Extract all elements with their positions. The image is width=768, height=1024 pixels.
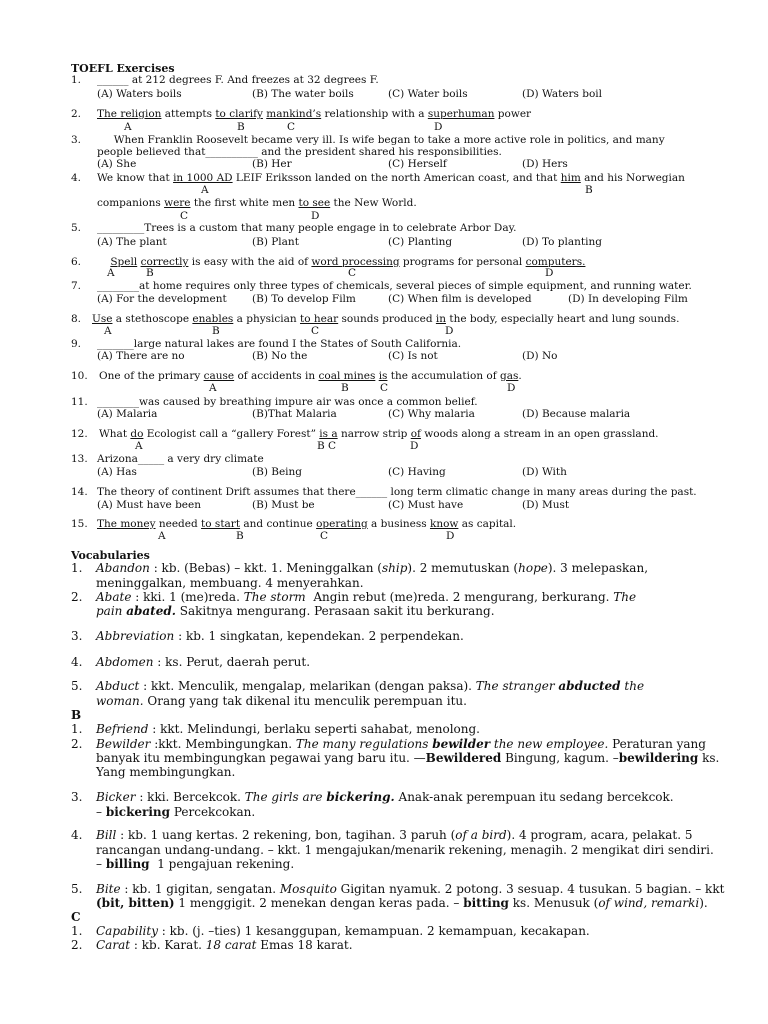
text-segment: Ecologist call a “gallery Forest” (143, 428, 320, 440)
answer-letter: A (124, 121, 132, 133)
text-segment: the (624, 679, 645, 693)
question-text (97, 222, 516, 235)
question-text (97, 108, 531, 121)
vocab-number: 4. (71, 655, 83, 669)
text-segment: to clarify (215, 108, 263, 120)
text-segment: Arizona_____ a very dry climate (97, 453, 264, 465)
answer-option: (D) With (522, 466, 567, 478)
answer-option: (D) Hers (522, 158, 568, 170)
text-segment: bewilder (432, 737, 491, 751)
text-segment: : kkt. Melindungi, berlaku seperti sahabat, menolong. (148, 722, 480, 736)
text-segment: to start (201, 518, 241, 530)
answer-option: (A) Malaria (97, 408, 158, 420)
text-segment: Abate (96, 590, 132, 604)
text-segment: Orang yang tak dikenal itu menculik perempuan itu. (143, 694, 467, 708)
answer-option: (B) Must be (252, 499, 315, 511)
vocab-number: 2. (71, 590, 83, 604)
answer-letter: A (201, 184, 209, 196)
answer-option: (B) Her (252, 158, 292, 170)
text-segment: : kb. (j. –ties) 1 kesanggupan, kemampuan. 2 kemampuan, kecakapan. (157, 924, 590, 938)
text-segment: word processing (311, 256, 400, 268)
text-segment: (bit, bitten) (96, 896, 175, 910)
text-segment: ). (699, 896, 708, 910)
text-segment: Angin rebut (me)reda. 2 mengurang, berkurang. (305, 590, 614, 604)
text-segment: Befriend (96, 722, 149, 736)
text-segment: The money (97, 518, 156, 530)
text-segment: ________at home requires only three types of chemicals, several pieces of simple equipment, and running water. (97, 280, 692, 292)
text-segment: the first white men (190, 197, 299, 209)
text-segment: as capital. (458, 518, 517, 530)
question-number: 7. (71, 280, 82, 292)
text-segment: is a (319, 428, 338, 440)
vocab-text (96, 576, 364, 591)
vocab-number: 3. (71, 629, 83, 643)
answer-option: (D) Must (522, 499, 570, 511)
text-segment: – (96, 805, 106, 819)
answer-option: (B) To develop Film (252, 293, 356, 305)
text-segment: woods along a stream in an open grassland. (420, 428, 659, 440)
vocab-text (96, 857, 294, 872)
text-segment: The religion (97, 108, 162, 120)
text-segment: Bite (96, 882, 121, 896)
text-segment: programs for personal (399, 256, 526, 268)
text-segment: :kkt. Membingungkan. (150, 737, 296, 751)
answer-option: (C) Having (388, 466, 446, 478)
question-text (99, 370, 522, 383)
answer-letter: D (545, 267, 554, 279)
question-number: 6. (71, 256, 82, 268)
vocab-number: 2. (71, 737, 83, 751)
vocab-text (96, 590, 636, 605)
answer-letter: B (146, 267, 154, 279)
text-segment: gas (499, 370, 519, 382)
text-segment: in (435, 313, 447, 325)
answer-option: (A) There are no (97, 350, 185, 362)
vocab-title: Vocabularies (71, 549, 150, 562)
question-number: 1. (71, 74, 82, 86)
text-segment: : kki. 1 (me)reda. (131, 590, 244, 604)
vocab-text (96, 924, 590, 939)
question-number: 8. (71, 313, 82, 325)
text-segment: bewildering (618, 751, 699, 765)
vocab-text (96, 722, 480, 737)
text-segment: The stranger (475, 679, 555, 693)
question-number: 10. (71, 370, 88, 382)
question-number: 5. (71, 222, 82, 234)
text-segment: Capability (96, 924, 158, 938)
text-segment: Bingung, kagum. – (501, 751, 619, 765)
answer-letter: C (380, 382, 389, 394)
text-segment: Sakitnya mengurang. Perasaan sakit itu berkurang. (175, 604, 495, 618)
text-segment: – (96, 857, 106, 871)
vocab-number: 5. (71, 882, 83, 896)
text-segment: : ks. Perut, daerah perut. (153, 655, 311, 669)
question-number: 9. (71, 338, 82, 350)
text-segment: to see (298, 197, 331, 209)
text-segment: ks. Menusuk ( (508, 896, 599, 910)
section-letter: B (71, 708, 82, 722)
answer-option: (A) Waters boils (97, 88, 182, 100)
question-text (97, 74, 379, 87)
vocab-text (96, 655, 310, 670)
answer-option: (B) Being (252, 466, 303, 478)
vocab-text (96, 679, 644, 694)
text-segment: billing (105, 857, 150, 871)
text-segment: _________Trees is a custom that many people engage in to celebrate Arbor Day. (97, 222, 517, 234)
vocab-text (96, 790, 674, 805)
text-segment: is (378, 370, 388, 382)
text-segment: Bicker (96, 790, 136, 804)
answer-option: (B) Plant (252, 236, 299, 248)
text-segment: Abandon (96, 561, 150, 575)
text-segment: : kb. 1 gigitan, sengatan. (120, 882, 280, 896)
answer-option: (C) Herself (388, 158, 447, 170)
answer-letter: B (237, 121, 245, 133)
vocab-number: 2. (71, 938, 83, 952)
text-segment: narrow strip (337, 428, 411, 440)
question-number: 3. (71, 134, 82, 146)
answer-letter: C (348, 267, 357, 279)
text-segment: We know that (97, 172, 174, 184)
vocab-text (96, 843, 714, 858)
text-segment: : kb. 1 singkatan, kependekan. 2 perpendekan. (174, 629, 464, 643)
vocab-text (96, 882, 724, 897)
text-segment: a stethoscope (112, 313, 193, 325)
text-segment: Abdomen (96, 655, 154, 669)
text-segment: ks. (698, 751, 720, 765)
question-text (97, 453, 264, 466)
text-segment: ________was caused by breathing impure air was once a common belief. (97, 396, 478, 408)
text-segment: of wind, remarki (598, 896, 700, 910)
text-segment: ). 3 melepaskan, (547, 561, 649, 575)
answer-letter: D (446, 530, 455, 542)
text-segment: Mosquito (279, 882, 337, 896)
text-segment: of (410, 428, 421, 440)
text-segment: bickering (105, 805, 171, 819)
text-segment: Use (92, 313, 113, 325)
question-number: 12. (71, 428, 88, 440)
answer-option: (C) Water boils (388, 88, 468, 100)
answer-letter: D (507, 382, 516, 394)
vocab-text (96, 805, 255, 820)
text-segment: hope (518, 561, 548, 575)
text-segment: pain (96, 604, 123, 618)
vocab-text (96, 828, 693, 843)
text-segment: Emas 18 karat. (256, 938, 353, 952)
text-segment: The storm (243, 590, 306, 604)
answer-letter: B (236, 530, 244, 542)
answer-option: (A) For the development (97, 293, 227, 305)
text-segment: rancangan undang-undang. – kkt. 1 mengajukan/menarik rekening, menagih. 2 mengikat diri sendiri. (96, 843, 714, 857)
text-segment: a business (367, 518, 430, 530)
text-segment: Peraturan yang (608, 737, 706, 751)
text-segment: companions (97, 197, 165, 209)
answer-option: (C) Must have (388, 499, 464, 511)
answer-letter: A (209, 382, 217, 394)
answer-letter: B (585, 184, 593, 196)
answer-option: (C) When film is developed (388, 293, 532, 305)
answer-letter: C (287, 121, 296, 133)
text-segment: The many regulations (295, 737, 429, 751)
text-segment: ). 4 program, acara, pelakat. 5 (506, 828, 693, 842)
text-segment: Anak-anak perempuan itu sedang bercekcok. (394, 790, 674, 804)
text-segment: banyak itu membingungkan pegawai yang baru itu. — (96, 751, 426, 765)
text-segment: The theory of continent Drift assumes that there______ long term climatic change in many areas during the past. (97, 486, 697, 498)
text-segment: him (560, 172, 581, 184)
text-segment: Abduct (96, 679, 140, 693)
vocab-text (96, 938, 353, 953)
text-segment: bickering. (326, 790, 395, 804)
answer-option: (D) Waters boil (522, 88, 603, 100)
text-segment: abducted (558, 679, 621, 693)
text-segment: a physician (233, 313, 301, 325)
text-segment: correctly (140, 256, 189, 268)
vocab-number: 1. (71, 924, 83, 938)
answer-letter: D (445, 325, 454, 337)
question-text (97, 197, 417, 210)
vocab-text (96, 629, 464, 644)
text-segment: of accidents in (234, 370, 319, 382)
vocab-number: 1. (71, 561, 83, 575)
text-segment: the New World. (330, 197, 417, 209)
text-segment: relationship with a (321, 108, 428, 120)
answer-option: (B)That Malaria (252, 408, 337, 420)
text-segment: know (429, 518, 459, 530)
text-segment: : kki. Bercekcok. (135, 790, 245, 804)
answer-letter: B (212, 325, 220, 337)
answer-option: (D) Because malaria (522, 408, 631, 420)
answer-letter: A (104, 325, 112, 337)
question-text (99, 428, 659, 441)
question-text (97, 256, 585, 269)
text-segment: in 1000 AD (173, 172, 233, 184)
text-segment: power (494, 108, 532, 120)
answer-letter: C (311, 325, 320, 337)
vocab-text (96, 561, 648, 576)
answer-letter: A (107, 267, 115, 279)
text-segment: The (613, 590, 637, 604)
text-segment: ship (381, 561, 408, 575)
answer-option: (D) In developing Film (568, 293, 688, 305)
vocab-number: 1. (71, 722, 83, 736)
text-segment: When Franklin Roosevelt became very ill. Is wife began to take a more active role in politics, and many (97, 134, 665, 146)
vocab-number: 3. (71, 790, 83, 804)
text-segment: mankind’s (266, 108, 322, 120)
answer-option: (A) Has (97, 466, 137, 478)
answer-letter: D (410, 440, 419, 452)
answer-option: (B) The water boils (252, 88, 354, 100)
question-text (97, 486, 697, 499)
text-segment: . (518, 370, 522, 382)
text-segment: : kb. (Bebas) – kkt. 1. Meninggalkan ( (149, 561, 382, 575)
vocab-text (96, 737, 706, 752)
text-segment: people believed that__________ and the president shared his responsibilities. (97, 146, 502, 158)
text-segment: and continue (240, 518, 317, 530)
answer-option: (C) Why malaria (388, 408, 475, 420)
text-segment: were (164, 197, 191, 209)
answer-letter: B (341, 382, 349, 394)
text-segment: LEIF Eriksson landed on the north American coast, and that (232, 172, 561, 184)
text-segment: 1 menggigit. 2 menekan dengan keras pada. – (174, 896, 464, 910)
text-segment: is easy with the aid of (188, 256, 312, 268)
question-number: 11. (71, 396, 88, 408)
vocab-text (96, 604, 495, 619)
text-segment: attempts (161, 108, 216, 120)
text-segment: and his Norwegian (580, 172, 685, 184)
vocab-text (96, 751, 719, 766)
text-segment: Yang membingungkan. (96, 765, 236, 779)
answer-letter: A (135, 440, 143, 452)
text-segment: needed (155, 518, 202, 530)
text-segment: Bewilder (96, 737, 151, 751)
text-segment: to hear (300, 313, 339, 325)
text-segment: coal mines (318, 370, 376, 382)
answer-letter: A (158, 530, 166, 542)
question-number: 15. (71, 518, 88, 530)
answer-option: (D) To planting (522, 236, 602, 248)
text-segment: 1 pengajuan rekening. (149, 857, 295, 871)
text-segment: : kkt. Menculik, mengalap, melarikan (dengan paksa). (139, 679, 476, 693)
answer-option: (C) Planting (388, 236, 453, 248)
text-segment: cause (203, 370, 235, 382)
text-segment: Spell (110, 256, 138, 268)
text-segment: the new employee. (493, 737, 609, 751)
text-segment: enables (192, 313, 234, 325)
question-number: 14. (71, 486, 88, 498)
text-segment: ______ at 212 degrees F. And freezes at 32 degrees F. (97, 74, 379, 86)
toefl-title: TOEFL Exercises (71, 62, 175, 75)
text-segment: computers. (525, 256, 586, 268)
question-text (97, 280, 692, 293)
text-segment: _______large natural lakes are found I the States of South California. (97, 338, 462, 350)
answer-option: (D) No (522, 350, 558, 362)
question-number: 4. (71, 172, 82, 184)
section-letter: C (71, 910, 81, 924)
answer-option: (B) No the (252, 350, 308, 362)
text-segment: Percekcokan. (170, 805, 256, 819)
question-text (92, 313, 679, 326)
text-segment: bitting (463, 896, 509, 910)
text-segment: sounds produced (338, 313, 436, 325)
vocab-number: 5. (71, 679, 83, 693)
question-number: 13. (71, 453, 88, 465)
question-number: 2. (71, 108, 82, 120)
answer-letter: C (180, 210, 189, 222)
vocab-number: 4. (71, 828, 83, 842)
text-segment: the body, especially heart and lung sounds. (446, 313, 680, 325)
vocab-text (96, 765, 235, 780)
text-segment: operating (316, 518, 368, 530)
answer-option: (C) Is not (388, 350, 438, 362)
text-segment: woman. (96, 694, 144, 708)
answer-option: (A) The plant (97, 236, 167, 248)
answer-letter: B C (317, 440, 337, 452)
answer-option: (A) Must have been (97, 499, 201, 511)
text-segment: One of the primary (99, 370, 204, 382)
text-segment: 18 carat (205, 938, 257, 952)
answer-letter: D (434, 121, 443, 133)
text-segment: What (99, 428, 131, 440)
text-segment: Abbreviation (96, 629, 175, 643)
text-segment: The girls are (244, 790, 323, 804)
text-segment: Bill (96, 828, 117, 842)
text-segment: of a bird (455, 828, 507, 842)
text-segment: meninggalkan, membuang. 4 menyerahkan. (96, 576, 364, 590)
text-segment: abated. (126, 604, 176, 618)
answer-letter: D (311, 210, 320, 222)
text-segment: Bewildered (425, 751, 502, 765)
text-segment: : kb. Karat. (130, 938, 206, 952)
text-segment: Gigitan nyamuk. 2 potong. 3 sesuap. 4 tusukan. 5 bagian. – kkt (336, 882, 725, 896)
question-text (97, 172, 685, 185)
text-segment: the accumulation of (387, 370, 500, 382)
answer-letter: C (320, 530, 329, 542)
text-segment: superhuman (427, 108, 495, 120)
text-segment: do (130, 428, 144, 440)
answer-option: (A) She (97, 158, 137, 170)
text-segment: Carat (96, 938, 131, 952)
vocab-text (96, 896, 708, 911)
text-segment: : kb. 1 uang kertas. 2 rekening, bon, tagihan. 3 paruh ( (116, 828, 456, 842)
vocab-text (96, 694, 467, 709)
text-segment: ). 2 memutuskan ( (407, 561, 519, 575)
